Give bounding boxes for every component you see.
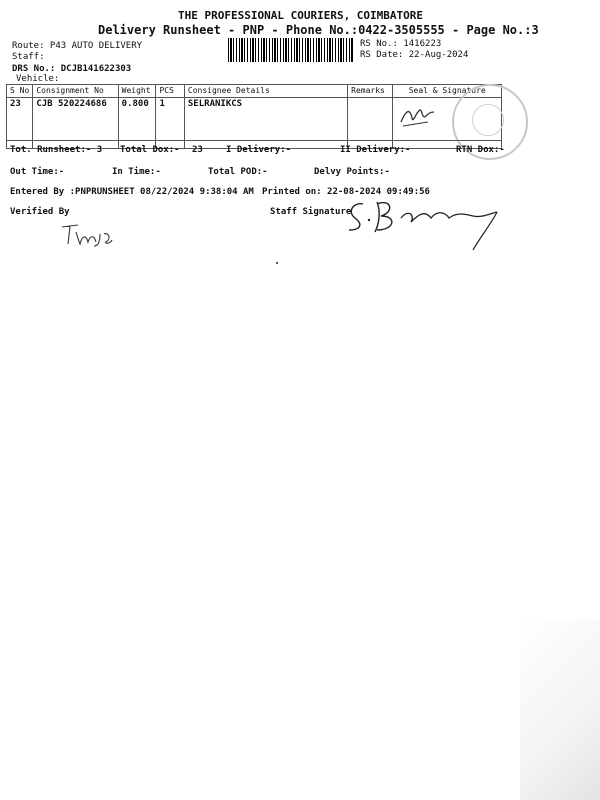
- ii-delivery-label: II Delivery:-: [340, 145, 411, 155]
- staff-label: Staff:: [12, 52, 45, 62]
- col-s-no: S No: [7, 85, 33, 98]
- cell-weight: 0.800: [118, 98, 156, 149]
- scan-shading: [520, 620, 600, 800]
- barcode: [228, 38, 354, 62]
- tot-runsheet: Tot. Runsheet:- 3: [10, 145, 103, 155]
- i-delivery-label: I Delivery:-: [226, 145, 292, 155]
- total-dox-value: 23: [192, 145, 203, 155]
- rs-number: RS No.: 1416223: [360, 39, 442, 49]
- cell-pcs: 1: [156, 98, 184, 149]
- total-dox-label: Total Dox:-: [120, 145, 180, 155]
- vehicle-label: Vehicle:: [16, 74, 60, 84]
- cell-consignment-no: CJB 520224686: [33, 98, 118, 149]
- staff-signature-scribble: [345, 190, 505, 260]
- total-pod-label: Total POD:-: [208, 167, 268, 177]
- table-header-row: [7, 85, 502, 98]
- in-time-label: In Time:-: [112, 167, 161, 177]
- col-consignee-details: Consignee Details: [184, 85, 347, 98]
- stray-mark: [276, 262, 278, 264]
- company-title: THE PROFESSIONAL COURIERS, COIMBATORE: [178, 9, 424, 22]
- route-label: Route: P43 AUTO DELIVERY: [12, 41, 143, 51]
- col-pcs: PCS: [156, 85, 184, 98]
- staff-signature-label: Staff Signature: [270, 207, 352, 217]
- verified-by-label: Verified By: [10, 207, 70, 217]
- col-seal-signature: Seal & Signature: [393, 85, 502, 98]
- consignee-signature: [398, 100, 440, 130]
- seal-inner-ring: [472, 104, 504, 136]
- drs-number: DRS No.: DCJB141622303: [12, 64, 132, 74]
- col-weight: Weight: [118, 85, 156, 98]
- out-time-label: Out Time:-: [10, 167, 65, 177]
- divider-line: [6, 140, 502, 141]
- rs-date: RS Date: 22-Aug-2024: [360, 50, 469, 60]
- entered-by: Entered By :PNPRUNSHEET 08/22/2024 9:38:04 AM: [10, 187, 254, 197]
- runsheet-title: Delivery Runsheet - PNP - Phone No.:0422-3505555 - Page No.:3: [98, 23, 539, 37]
- cell-s-no: 23: [7, 98, 33, 149]
- printed-on: Printed on: 22-08-2024 09:49:56: [262, 187, 430, 197]
- cell-consignee: SELRANIKCS: [184, 98, 347, 149]
- verifier-handwritten-name: [60, 222, 114, 248]
- rtn-dox-label: RTN Dox:-: [456, 145, 505, 155]
- delvy-points-label: Delvy Points:-: [314, 167, 390, 177]
- col-consignment-no: Consignment No: [33, 85, 118, 98]
- col-remarks: Remarks: [348, 85, 393, 98]
